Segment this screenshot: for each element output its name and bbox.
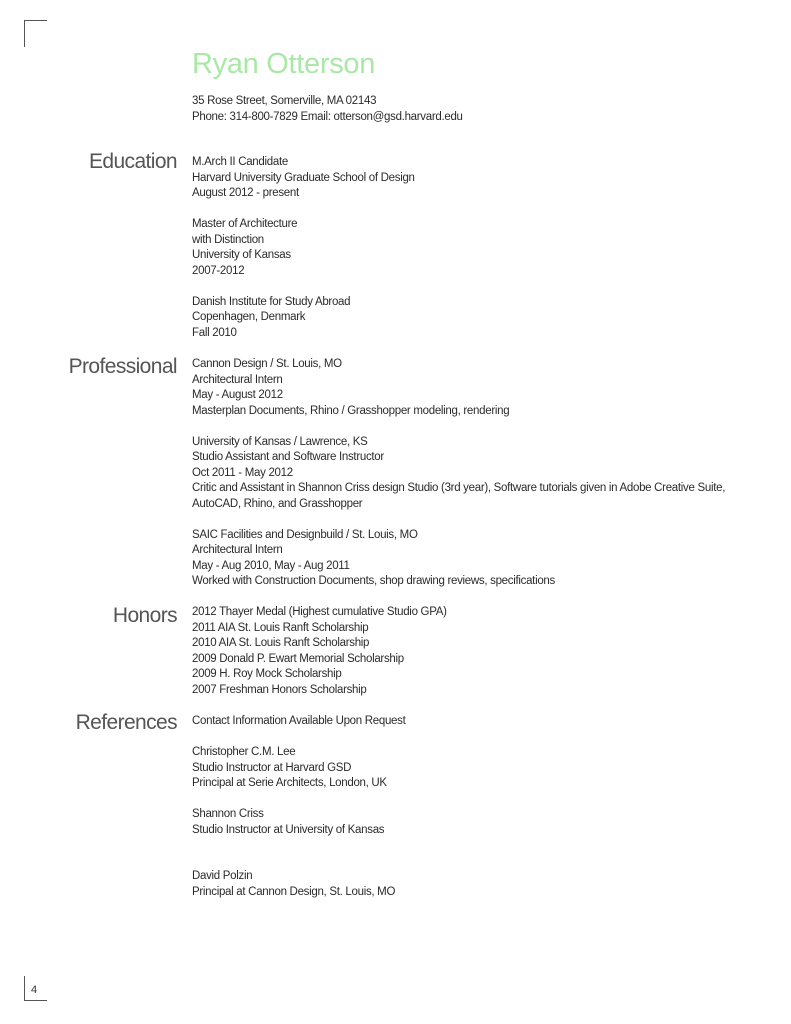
honors-list: [192, 605, 772, 714]
entry-line: Architectural Intern: [192, 544, 283, 556]
entry-line: David Polzin: [192, 870, 253, 882]
honor-item: 2010 AIA St. Louis Ranft Scholarship: [192, 637, 370, 649]
reference-entry: [192, 745, 772, 792]
entry-line: Principal at Cannon Design, St. Louis, MO: [192, 885, 396, 898]
honor-item: 2007 Freshman Honors Scholarship: [192, 683, 367, 696]
entry-line: May - Aug 2010, May - Aug 2011: [192, 559, 350, 572]
entry-line: Oct 2011 - May 2012: [192, 466, 293, 479]
honor-item: 2009 Donald P. Ewart Memorial Scholarship: [192, 652, 404, 665]
honor-item: 2011 AIA St. Louis Ranft Scholarship: [192, 621, 369, 634]
section-heading-education: Education: [88, 150, 177, 173]
references-note-entry: [192, 714, 772, 730]
entry-line: 2007-2012: [192, 264, 245, 277]
entry-line: Fall 2010: [192, 326, 237, 339]
entry-line: Harvard University Graduate School of Design: [192, 171, 415, 184]
entry-line: August 2012 - present: [192, 187, 299, 199]
entry-line: Shannon Criss: [192, 808, 264, 820]
entry-line: Architectural Intern: [192, 373, 283, 386]
entry-line: University of Kansas: [192, 249, 291, 261]
education-entry: [192, 155, 772, 202]
entry-line: Christopher C.M. Lee: [192, 746, 296, 758]
entry-line: Studio Instructor at Harvard GSD: [192, 761, 352, 774]
entry-line: Critic and Assistant in Shannon Criss design Studio (3rd year), Software tutorials given in Adobe Creative Suite, AutoCAD, Rhino, and Grasshopper: [192, 482, 726, 510]
reference-entry: [192, 869, 772, 900]
contact-block: [192, 94, 463, 125]
section-heading-honors: Honors: [112, 604, 177, 627]
entry-line: M.Arch II Candidate: [192, 156, 288, 168]
professional-entries: [192, 357, 772, 605]
references-entries: [192, 714, 772, 916]
professional-entry: [192, 435, 772, 513]
entry-line: Master of Architecture: [192, 218, 298, 230]
professional-entry: [192, 357, 772, 419]
page-corner-mark-top: [24, 20, 47, 47]
contact-address: 35 Rose Street, Somerville, MA 02143: [192, 95, 377, 107]
honor-item: 2009 H. Roy Mock Scholarship: [192, 668, 342, 680]
entry-line: Copenhagen, Denmark: [192, 311, 306, 323]
education-entry: [192, 217, 772, 279]
resume-name: Ryan Otterson: [192, 48, 376, 80]
entry-line: Principal at Serie Architects, London, UK: [192, 777, 387, 789]
honor-item: 2012 Thayer Medal (Highest cumulative Studio GPA): [192, 606, 447, 618]
entry-line: Studio Instructor at University of Kansas: [192, 823, 385, 836]
section-heading-references: References: [75, 711, 177, 734]
entry-line: University of Kansas / Lawrence, KS: [192, 435, 368, 448]
entry-line: May - August 2012: [192, 389, 283, 401]
entry-line: Cannon Design / St. Louis, MO: [192, 358, 342, 370]
honors-entry: [192, 605, 772, 698]
entry-line: Masterplan Documents, Rhino / Grasshopper modeling, rendering: [192, 404, 510, 417]
contact-phone-email: Phone: 314-800-7829 Email: otterson@gsd.harvard.edu: [192, 110, 463, 123]
page-number: 4: [31, 984, 38, 996]
professional-entry: [192, 528, 772, 590]
entry-line: Danish Institute for Study Abroad: [192, 295, 351, 308]
section-heading-professional: Professional: [68, 355, 177, 378]
entry-line: with Distinction: [192, 233, 264, 246]
entry-line: Studio Assistant and Software Instructor: [192, 451, 384, 463]
entry-line: Worked with Construction Documents, shop drawing reviews, specifications: [192, 575, 555, 587]
reference-entry: [192, 807, 772, 838]
references-note: Contact Information Available Upon Request: [192, 715, 406, 727]
entry-line: SAIC Facilities and Designbuild / St. Louis, MO: [192, 528, 418, 541]
education-entries: [192, 155, 772, 357]
education-entry: [192, 295, 772, 342]
